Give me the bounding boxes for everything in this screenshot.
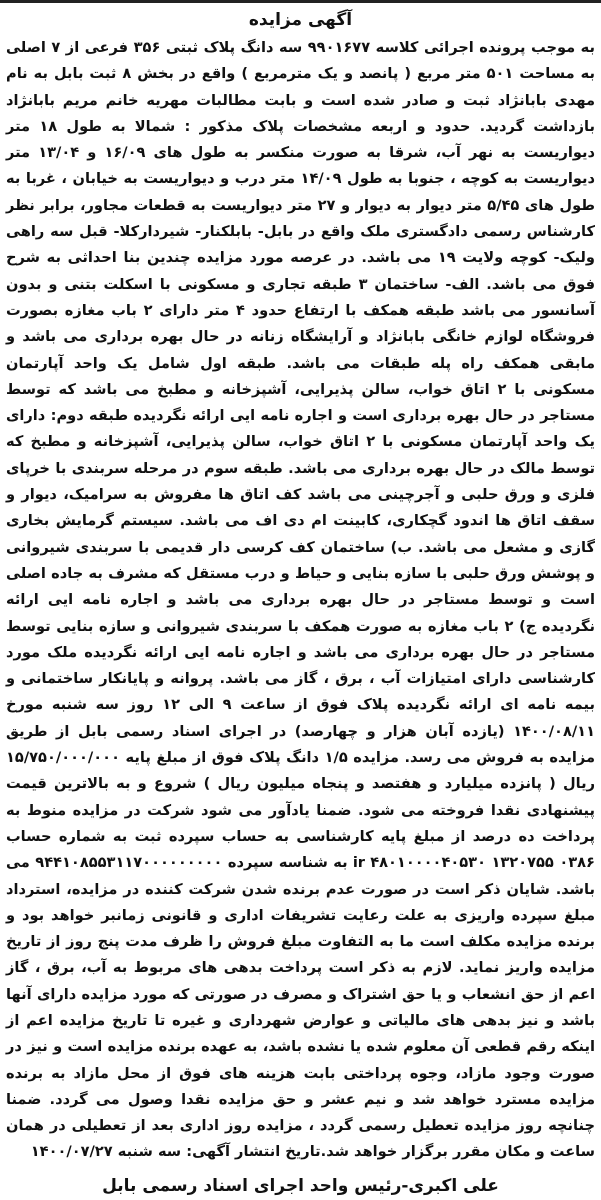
notice-body: به موجب پرونده اجرائی کلاسه ۹۹۰۱۶۷۷ سه دانگ پلاک ثبتی ۳۵۶ فرعی از ۷ اصلی به مساحت ۵۰۱ متر مربع ( پانصد و یک مترمربع ) واقع در بخش ۸ ثبت بابل به نام مهدی بابانژاد ثبت و صادر شده است و بابت مطالبات مهریه خانم مریم بابانژاد بازداشت گردید. حدود و اربعه مشخصات پلاک مذکور : شمالا به طول ۱۸ متر دیواریست به نهر آب، شرقا به صورت منکسر به طول های ۱۶/۰۹ و ۱۳/۰۴ متر دیواریست به کوچه ، جنوبا به طول ۱۴/۰۹ متر درب و دیواریست به خیابان ، غربا به طول های ۵/۴۵ متر دیوار به دیوار و ۲۷ متر دیواریست به قطعات مجاور، برابر نظر کارشناس رسمی دادگستری ملک واقع در بابل- بابلکنار- شیردارکلا- قبل سه راهی ولیک- کوچه ولایت ۱۹ می باشد. در عرصه مورد مزایده چندین بنا احداثی به شرح فوق می باشد. الف- ساختمان ۳ طبقه تجاری و مسکونی با اسکلت بتنی و بدون آسانسور می باشد طبقه همکف با ارتفاع حدود ۴ متر دارای ۲ باب مغازه بصورت فروشگاه لوازم خانگی بابانژاد و آرایشگاه زنانه در حال بهره برداری می باشد و مابقی همکف راه پله طبقات می باشد. طبقه اول شامل یک واحد آپارتمان مسکونی با ۲ اتاق خواب، سالن پذیرایی، آشپزخانه و مطبخ می باشد که توسط مستاجر در حال بهره برداری است و اجاره نامه ایی ارائه نگردیده طبقه دوم: دارای یک واحد آپارتمان مسکونی با ۲ اتاق خواب، سالن پذیرایی، آشپزخانه و مطبخ که توسط مالک در حال بهره برداری می باشد. طبقه سوم در مرحله سربندی با خرپای فلزی و ورق حلبی و آجرچینی می باشد کف اتاق ها مفروش به سرامیک، دیوار و سقف اتاق ها اندود گچکاری، کابینت ام دی اف می باشد. سیستم گرمایش بخاری گازی و مشعل می باشد. ب) ساختمان کف کرسی دار قدیمی با سربندی شیروانی و پوشش ورق حلبی با سازه بنایی و حیاط و درب مستقل که مشرف به جاده اصلی است و توسط مستاجر در حال بهره برداری می باشد و اجاره نامه ایی ارائه نگردیده ج) ۲ باب مغازه به صورت همکف با سربندی شیروانی و سازه بنایی توسط مستاجر در حال بهره برداری می باشد و اجاره نامه ایی ارائه نگردیده ملک مورد کارشناسی دارای امتیازات آب ، برق ، گاز می باشد. پروانه و پایانکار ساختمانی و بیمه نامه ای ارائه نگردیده پلاک فوق از ساعت ۹ الی ۱۲ روز سه شنبه مورخ ۱۴۰۰/۰۸/۱۱ (یازده آبان هزار و چهارصد) در اجرای اسناد رسمی بابل از طریق مزایده به فروش می رسد. مزایده ۱/۵ دانگ پلاک فوق از مبلغ پایه ۱۵/۷۵۰/۰۰۰/۰۰۰ ریال ( پانزده میلیارد و هفتصد و پنجاه میلیون ریال ) شروع و به بالاترین قیمت پیشنهادی نقدا فروخته می شود. ضمنا یادآور می شود شرکت در مزایده منوط به پرداخت ده درصد از مبلغ پایه کارشناسی به حساب سپرده ثبت به شماره حساب ۰۳۸۶ ۱۳۲۰۷۵۵ ۴۸۰۱۰۰۰۰۴۰۵۳۰ ir به شناسه سپرده ۹۴۴۱۰۸۵۵۳۱۱۷۰۰۰۰۰۰۰۰۰ می باشد. شایان ذکر است در صورت عدم برنده شدن شرکت کننده در مزایده، استرداد مبلغ سپرده واریزی به علت رعایت تشریفات اداری و قانونی زمانبر خواهد بود و برنده مزایده مکلف است ما به التفاوت مبلغ فروش را ظرف مدت پنج روز از تاریخ مزایده واریز نماید. لازم به ذکر است پرداخت بدهی های مربوط به آب، برق ، گاز اعم از حق انشعاب و یا حق اشتراک و مصرف در صورتی که مورد مزایده دارای آنها باشد و نیز بدهی های مالیاتی و عوارض شهرداری و غیره تا تاریخ مزایده اعم از اینکه رقم قطعی آن معلوم شده یا نشده باشد، به عهده برنده مزایده است و نیز در صورت وجود مازاد، وجوه پرداختی بابت هزینه های فوق از محل مازاد به برنده مزایده مسترد خواهد شد و نیم عشر و حق مزایده نقدا وصول می گردد. ضمنا چنانچه روز مزایده تعطیل رسمی گردد ، مزایده روز اداری بعد از تعطیلی در همان ساعت و مکان مقرر برگزار خواهد شد.تاریخ انتشار آگهی: سه شنبه ۱۴۰۰/۰۷/۲۷ — [6, 39, 596, 1161]
notice-title: آگهی مزایده — [248, 10, 353, 30]
notice-signature: علی اکبری-رئیس واحد اجرای اسناد رسمی بابل — [102, 1175, 499, 1196]
